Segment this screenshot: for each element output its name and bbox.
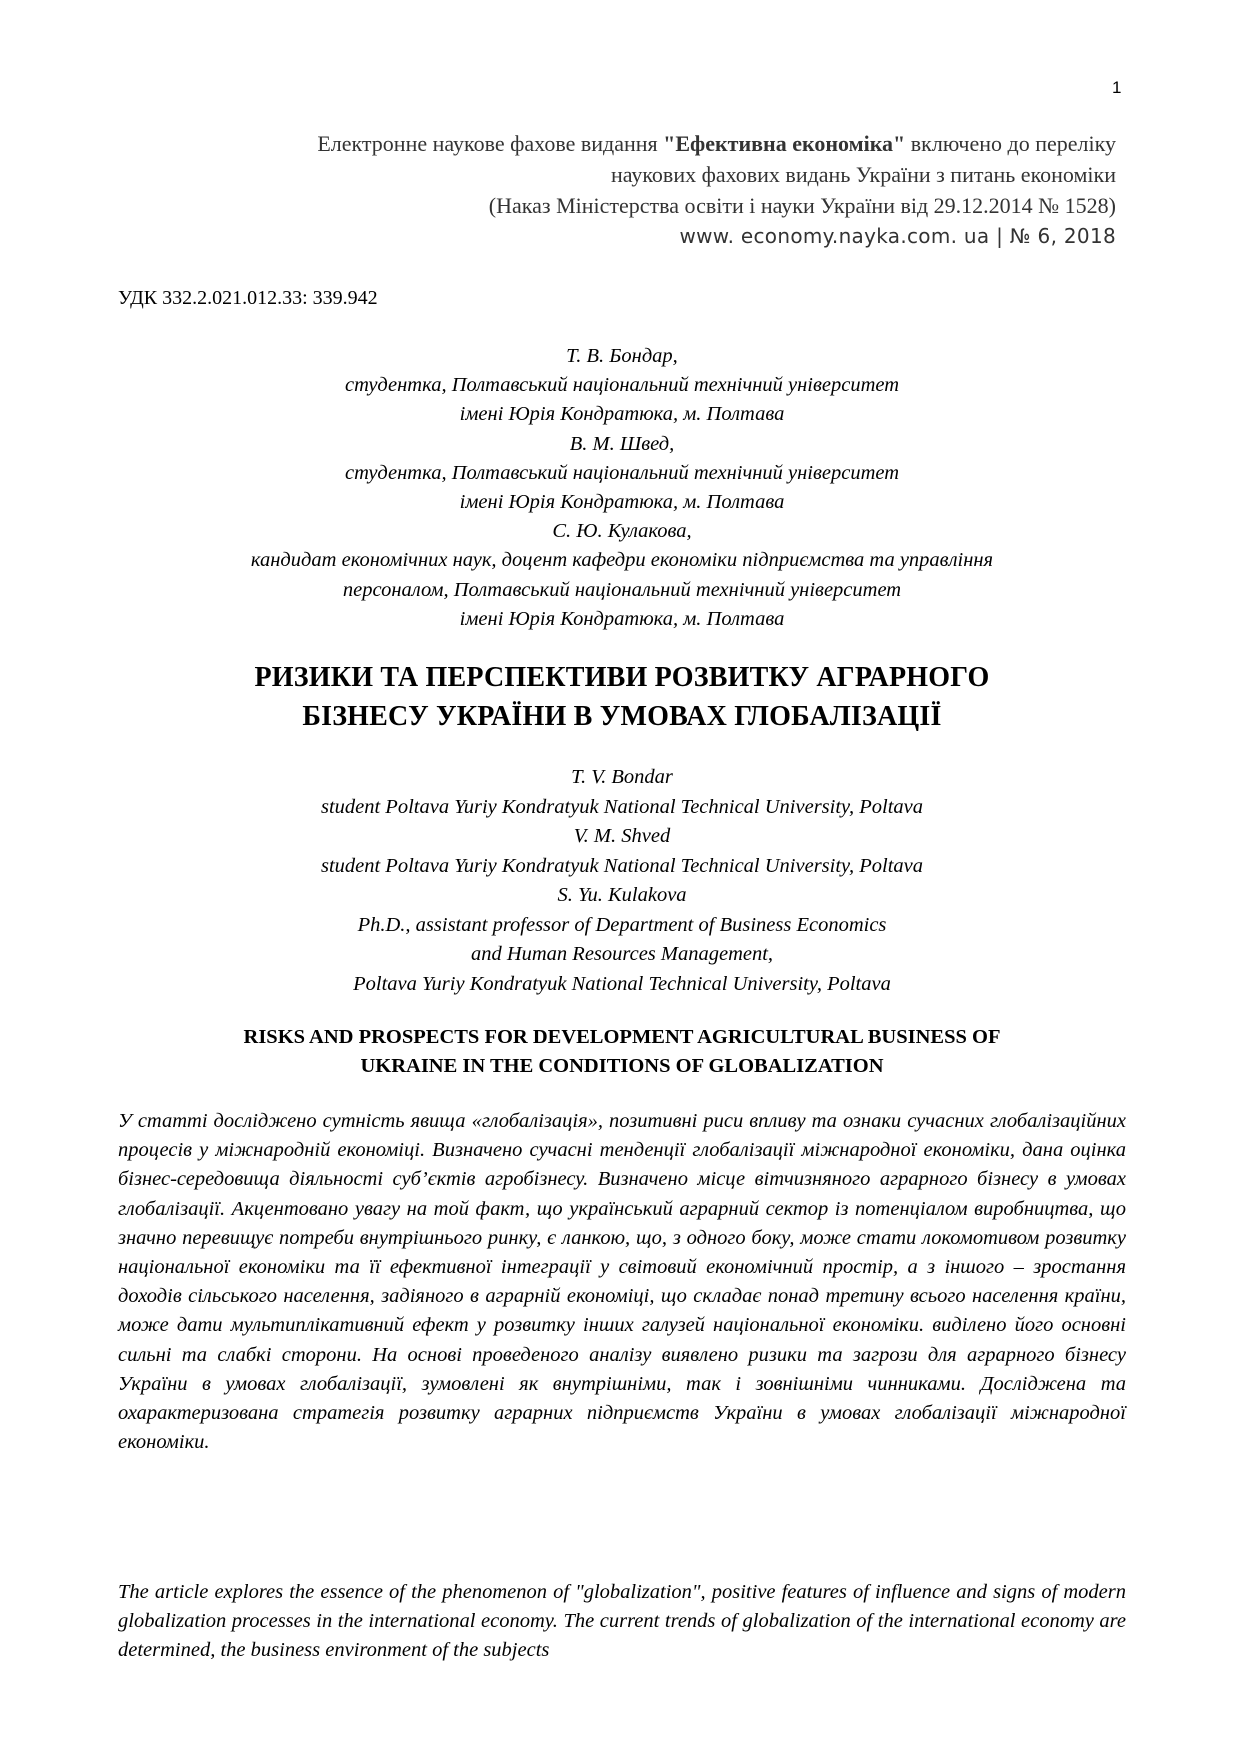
- journal-header-suffix: включено до переліку: [905, 131, 1116, 156]
- journal-header-line-1: [100, 128, 1116, 159]
- page-number: 1: [1112, 78, 1122, 97]
- author-line: студентка, Полтавський національний технічний університет: [344, 461, 900, 484]
- authors-ukrainian: [118, 342, 1126, 634]
- udc-code: УДК 332.2.021.012.33: 339.942: [118, 287, 378, 309]
- author-line: студентка, Полтавський національний технічний університет: [344, 374, 900, 397]
- author-line: student Poltava Yuriy Kondratyuk National Technical University, Poltava: [320, 854, 924, 877]
- author-line: student Poltava Yuriy Kondratyuk National Technical University, Poltava: [320, 795, 924, 818]
- article-title-english: [118, 1023, 1126, 1081]
- author-line: and Human Resources Management,: [470, 943, 774, 965]
- abstract-ukrainian: У статті досліджено сутність явища «глобалізація», позитивні риси впливу та ознаки сучасних глобалізаційних процесів у міжнародній економіці. Визначено сучасні тенденції глобалізації міжнародної економіки, дана оцінка бізнес-середовища діяльності суб’єктів агробізнесу. Визначено місце вітчизняного аграрного бізнесу в умовах глобалізації. Акцентовано увагу на той факт, що український аграрний сектор із потенціалом виробництва, що значно перевищує потреби внутрішнього ринку, є ланкою, що, з одного боку, може стати локомотивом розвитку національної економіки та її ефективної інтеграції у світовий економічний простір, а з іншого – зростання доходів сільського населення, задіяного в аграрній економіці, що складає понад третину всього населення країни, може дати мультиплікативний ефект у розвитку інших галузей національної економіки. виділено його основні сильні та слабкі сторони. На основі проведеного аналізу виявлено ризики та загрози для аграрного бізнесу України в умовах глобалізації, зумовлені як внутрішніми, так і зовнішніми чинниками. Досліджена та охарактеризована стратегія розвитку аграрних підприємств України в умовах глобалізації міжнародної економіки.: [118, 1110, 1126, 1454]
- journal-website-issue: www. economy.nayka.com. ua | № 6, 2018: [679, 224, 1116, 248]
- author-line: Ph.D., assistant professor of Department of Business Economics: [357, 913, 887, 936]
- author-line: імені Юрія Кондратюка, м. Полтава: [459, 607, 785, 630]
- journal-header: [100, 128, 1116, 252]
- author-line: V. M. Shved: [573, 825, 671, 847]
- title-line: РИЗИКИ ТА ПЕРСПЕКТИВИ РОЗВИТКУ АГРАРНОГО: [254, 662, 990, 693]
- journal-name: "Ефективна економіка": [663, 131, 906, 156]
- author-line: імені Юрія Кондратюка, м. Полтава: [459, 491, 785, 514]
- author-line: S. Yu. Kulakova: [557, 884, 687, 906]
- journal-header-prefix: Електронне наукове фахове видання: [317, 131, 664, 156]
- author-line: кандидат економічних наук, доцент кафедри економіки підприємства та управління: [250, 549, 994, 572]
- journal-header-line-3: (Наказ Міністерства освіти і науки України від 29.12.2014 № 1528): [488, 193, 1116, 218]
- authors-english: [118, 763, 1126, 999]
- author-line: T. V. Bondar: [571, 766, 673, 788]
- title-line: UKRAINE IN THE CONDITIONS OF GLOBALIZATION: [360, 1055, 884, 1077]
- author-line: персоналом, Полтавський національний технічний університет: [342, 578, 902, 601]
- author-line: Т. В. Бондар,: [566, 345, 678, 367]
- author-line: Poltava Yuriy Kondratyuk National Technical University, Poltava: [353, 972, 891, 995]
- article-title-ukrainian: [118, 658, 1126, 736]
- journal-header-line-2: наукових фахових видань України з питань економіки: [610, 162, 1116, 187]
- abstract-english: The article explores the essence of the phenomenon of "globalization", positive features of influence and signs of modern globalization processes in the international economy. The current trends of globalization of the international economy are determined, the business environment of the subjects: [118, 1581, 1126, 1662]
- author-line: імені Юрія Кондратюка, м. Полтава: [459, 403, 785, 426]
- author-line: В. М. Швед,: [569, 432, 675, 455]
- title-line: RISKS AND PROSPECTS FOR DEVELOPMENT AGRICULTURAL BUSINESS OF: [243, 1026, 1001, 1048]
- author-line: С. Ю. Кулакова,: [552, 520, 692, 543]
- title-line: БІЗНЕСУ УКРАЇНИ В УМОВАХ ГЛОБАЛІЗАЦІЇ: [302, 701, 942, 732]
